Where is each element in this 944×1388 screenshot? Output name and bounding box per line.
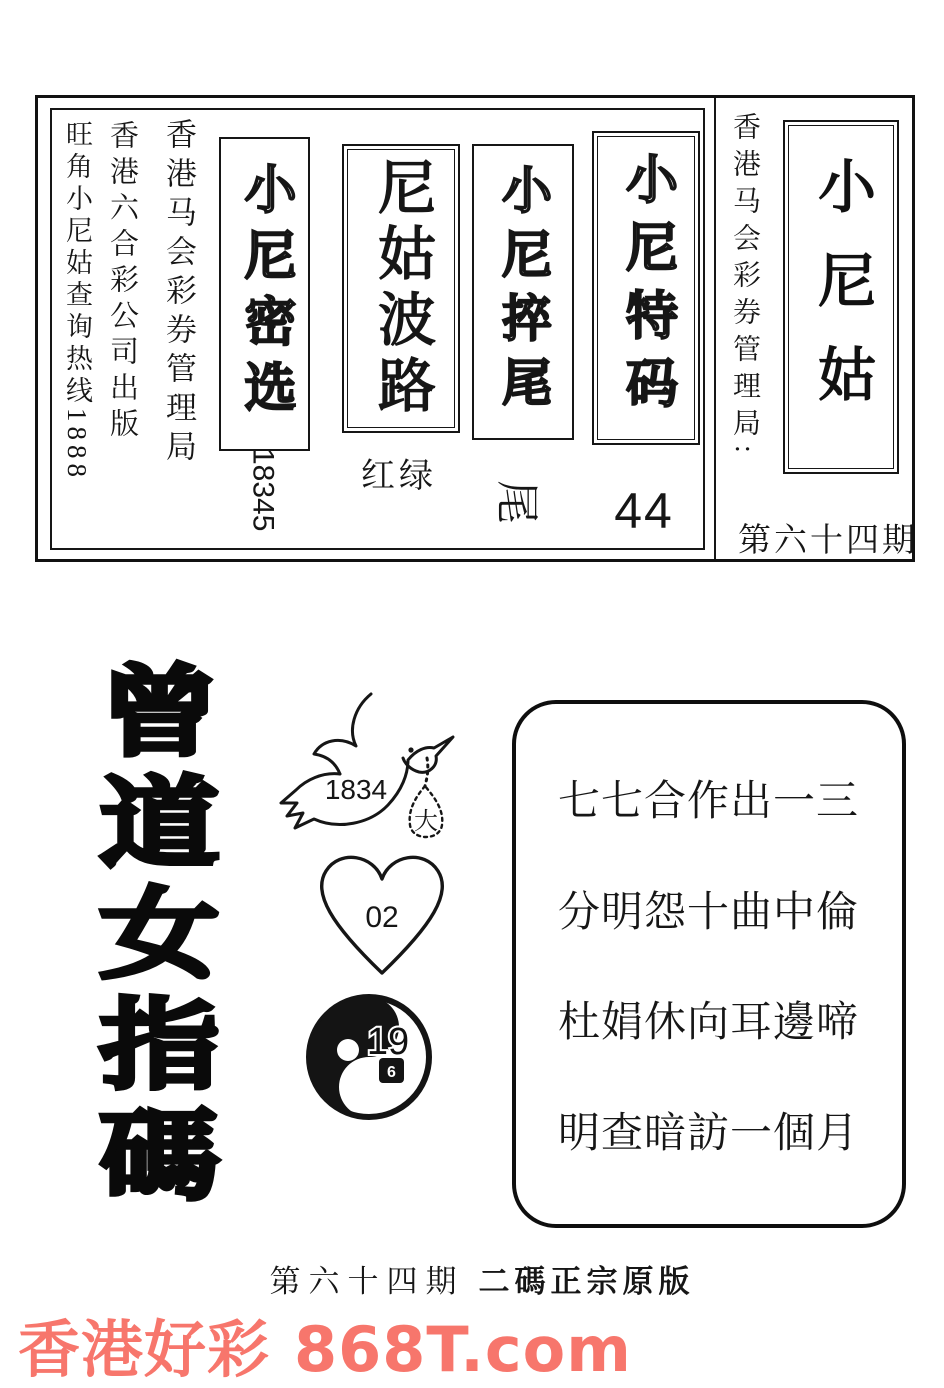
yinyang-stamp-glyph: 6 xyxy=(387,1064,396,1081)
tip-box-tail xyxy=(472,144,574,440)
dove-wing xyxy=(314,694,371,774)
caption-issue: 第六十四期 xyxy=(269,1264,465,1299)
secret-pick-number: 18345 xyxy=(246,448,280,532)
poem-line-3: 杜娟休向耳邊啼 xyxy=(558,1000,860,1047)
panel-divider xyxy=(714,98,716,559)
poem-box xyxy=(512,700,906,1228)
tip-box-tail-title: 小尼捽尾 xyxy=(495,164,551,420)
dove-number: 1834 xyxy=(324,774,388,805)
heart-icon xyxy=(306,845,458,990)
heart-number: 02 xyxy=(365,901,399,934)
masthead-inner-panel xyxy=(50,108,705,550)
tip-box-special-number-title: 小尼特码 xyxy=(617,152,675,424)
tail-character: 尾 xyxy=(492,480,541,524)
vertical-series-title: 曾道女指碼 xyxy=(79,660,219,1215)
dove-eye xyxy=(408,747,413,752)
yinyang-white-dot xyxy=(337,1039,359,1061)
caption-edition: 二碼正宗原版 xyxy=(478,1264,695,1299)
footer-branding xyxy=(18,1300,632,1388)
edition-caption xyxy=(10,1256,944,1301)
issue-label: 第六十四期 xyxy=(738,523,918,559)
tip-box-bo-lu xyxy=(342,144,460,433)
dove-icon xyxy=(276,686,461,863)
hotline-column: 旺角小尼姑查询热线1888 xyxy=(62,120,92,482)
yinyang-number: 19 xyxy=(366,1021,410,1063)
footer-site-url[interactable]: 868T.com xyxy=(294,1313,632,1386)
publisher-column: 香港六合彩公司出版 xyxy=(106,120,138,444)
tip-box-secret-pick xyxy=(219,137,310,451)
tip-box-special-number xyxy=(592,131,700,445)
yinyang-icon xyxy=(304,992,434,1127)
special-number-value: 44 xyxy=(614,483,674,539)
masthead-title: 小尼姑 xyxy=(809,156,874,438)
authority-column: 香港马会彩券管理局 xyxy=(161,118,196,469)
footer-site-name: 香港好彩 xyxy=(18,1313,271,1386)
poem-line-4: 明查暗訪一個月 xyxy=(558,1110,860,1157)
red-green-label: 红绿 xyxy=(361,458,437,495)
poem-line-2: 分明怨十曲中倫 xyxy=(558,889,860,936)
masthead-panel xyxy=(35,95,918,562)
tip-box-bo-lu-title: 尼姑波路 xyxy=(369,156,434,421)
pendant-character: 大 xyxy=(414,808,438,835)
masthead-title-box xyxy=(783,120,899,474)
poem-line-1: 七七合作出一三 xyxy=(558,779,860,826)
tip-box-secret-pick-title: 小尼密选 xyxy=(236,162,293,426)
authority-column-right: 香港马会彩券管理局: xyxy=(729,112,760,462)
